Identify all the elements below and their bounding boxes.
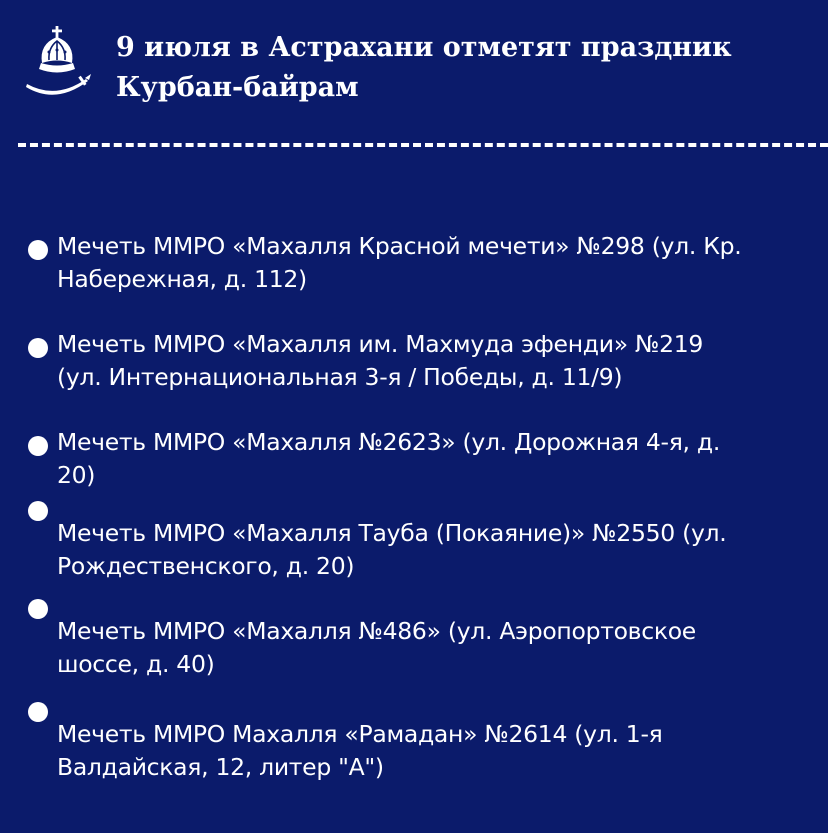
list-item [0, 230, 828, 310]
list-item [0, 501, 828, 581]
list-item [0, 328, 828, 408]
bullet-icon [28, 501, 48, 521]
list-item [0, 702, 828, 782]
bullet-icon [28, 436, 48, 456]
mosque-address: Мечеть ММРО «Махалля №486» (ул. Аэропортовское шоссе, д. 40) [57, 617, 696, 678]
page-title [116, 28, 806, 108]
bullet-icon [28, 240, 48, 260]
title-line-1: 9 июля в Астрахани отметят праздник [116, 32, 732, 63]
list-item [0, 599, 828, 679]
dashed-divider [18, 143, 828, 147]
mosque-address: Мечеть ММРО «Махалля Красной мечети» №298 (ул. Кр. Набережная, д. 112) [57, 232, 742, 293]
title-line-2: Курбан-байрам [116, 72, 359, 103]
mosque-address: Мечеть ММРО «Махалля Тауба (Покаяние)» №2550 (ул. Рождественского, д. 20) [57, 519, 727, 580]
bullet-icon [28, 338, 48, 358]
bullet-icon [28, 599, 48, 619]
astrakhan-crown-sabre-emblem-icon [22, 22, 92, 102]
mosque-address: Мечеть ММРО Махалля «Рамадан» №2614 (ул. 1-я Валдайская, 12, литер "А") [57, 720, 663, 781]
mosque-address: Мечеть ММРО «Махалля им. Махмуда эфенди» №219 (ул. Интернациональная 3-я / Победы, д. 11/9) [57, 330, 704, 391]
mosque-address: Мечеть ММРО «Махалля №2623» (ул. Дорожная 4-я, д. 20) [57, 428, 721, 489]
list-item [0, 426, 828, 506]
bullet-icon [28, 702, 48, 722]
